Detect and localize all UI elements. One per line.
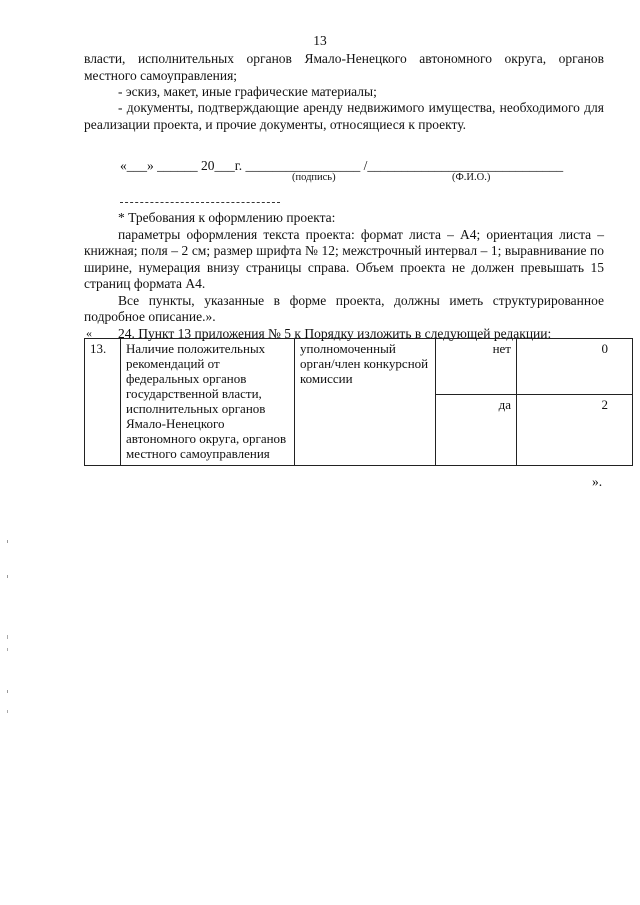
list-item-sketch xyxy=(84,84,604,101)
footnote-all: Все пункты, указанные в форме проекта, должны иметь структурированное подробное описание.». xyxy=(84,292,604,324)
table-cell-answer: да xyxy=(436,395,517,466)
table-cell-score: 2 xyxy=(517,395,633,466)
item-24: 24. Пункт 13 приложения № 5 к Порядку изложить в следующей редакции: xyxy=(118,325,552,341)
table-cell-criterion: Наличие положительных рекомендаций от федеральных органов государственной власти, исполнительных органов Ямало-Ненецкого автономного округа, органов местного самоуправления xyxy=(121,339,295,466)
footnote xyxy=(84,210,604,342)
footnote-title: * Требования к оформлению проекта: xyxy=(118,210,336,225)
table-cell-score: 0 xyxy=(517,339,633,395)
footnote-params: параметры оформления текста проекта: формат листа – А4; ориентация листа – книжная; поля – 2 см; размер шрифта № 12; межстрочный интервал – 1; выравнивание по ширине, нумерация внизу страницы справа. Объем проекта не должен превышать 15 страниц формата А4. xyxy=(84,226,604,291)
quote-open: « xyxy=(86,326,92,340)
list-item-docs xyxy=(84,100,604,133)
table-cell-answer: нет xyxy=(436,339,517,395)
scan-artifact-marks xyxy=(7,540,9,740)
footnote-divider xyxy=(120,202,280,203)
list-item-sketch-text: - эскиз, макет, иные графические материалы; xyxy=(118,84,377,99)
paragraph-top-text: власти, исполнительных органов Ямало-Ненецкого автономного округа, органов местного самоуправления; xyxy=(84,51,604,83)
quote-close: ». xyxy=(592,474,603,489)
list-item-docs-text: - документы, подтверждающие аренду недвижимого имущества, необходимого для реализации проекта, и прочие документы, относящиеся к проекту. xyxy=(84,100,604,132)
fio-caption: (Ф.И.О.) xyxy=(452,172,491,183)
signature-caption: (подпись) xyxy=(292,172,336,183)
table-cell-evaluator: уполномоченный орган/член конкурсной комиссии xyxy=(295,339,436,466)
table-cell-number: 13. xyxy=(85,339,121,466)
signature-line: «___» ______ 20___г. _________________ /_____________________________ xyxy=(120,158,564,173)
page-number: 13 xyxy=(313,33,327,48)
criteria-table xyxy=(84,338,633,466)
table-row xyxy=(85,339,633,395)
paragraph-top xyxy=(84,51,604,84)
